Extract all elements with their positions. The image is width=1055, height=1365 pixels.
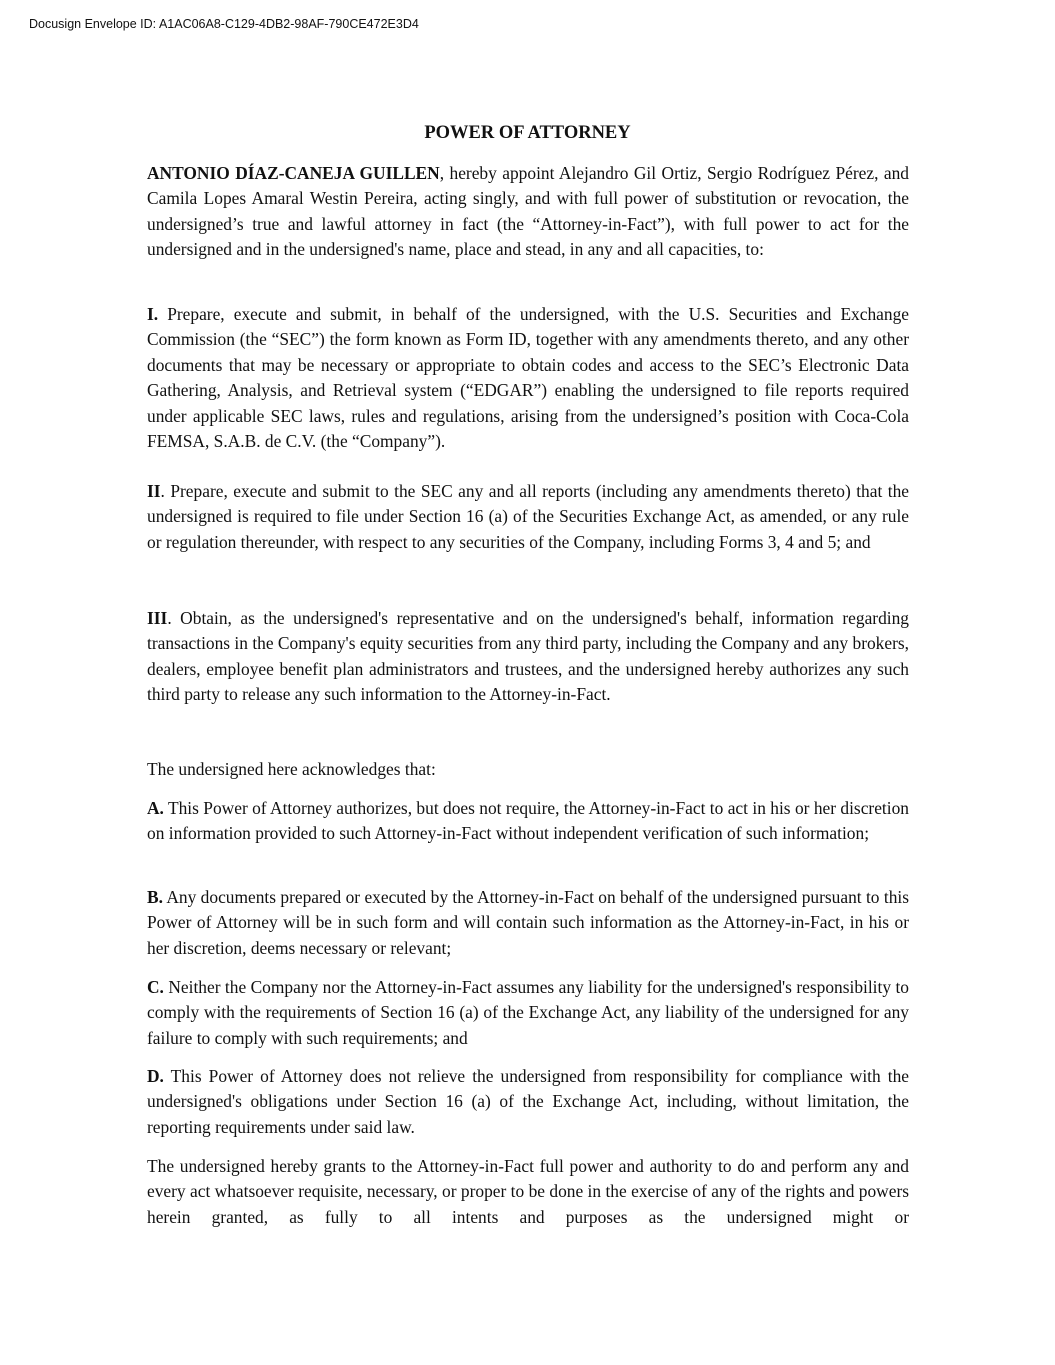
envelope-id: Docusign Envelope ID: A1AC06A8-C129-4DB2-98AF-790CE472E3D4 [29, 17, 419, 31]
grant-paragraph: The undersigned hereby grants to the Attorney-in-Fact full power and authority to do and perform any and every act whatsoever requisite, necessary, or proper to be done in the exercise of any of the rights and powers herein granted, as fully to all intents and purposes as the undersigned might or [147, 1156, 909, 1227]
ack-text: This Power of Attorney authorizes, but does not require, the Attorney-in-Fact to act in his or her discretion on information provided to such Attorney-in-Fact without independent verification of such information; [147, 798, 909, 844]
document-title: POWER OF ATTORNEY [424, 123, 631, 143]
grantor-name: ANTONIO DÍAZ-CANEJA GUILLEN [147, 163, 440, 183]
acknowledgement-d [147, 1064, 909, 1140]
power-text: Prepare, execute and submit, in behalf of the undersigned, with the U.S. Securities and Exchange Commission (the “SEC”) the form known as Form ID, together with any amendments thereto, and any other documents that may be necessary or appropriate to obtain codes and access to the SEC’s Electronic Data Gathering, Analysis, and Retrieval system (“EDGAR”) enabling the undersigned to file reports required under applicable SEC laws, rules and regulations, arising from the undersigned’s position with Coca-Cola FEMSA, S.A.B. de C.V. (the “Company”). [147, 304, 909, 452]
power-text: . Obtain, as the undersigned's representative and on the undersigned's behalf, information regarding transactions in the Company's equity securities from any third party, including the Company and any brokers, dealers, employee benefit plan administrators and trustees, and the undersigned hereby authorizes any such third party to release any such information to the Attorney-in-Fact. [147, 608, 909, 705]
power-iii [147, 606, 909, 708]
power-label: II [147, 481, 161, 501]
acknowledgement-c [147, 975, 909, 1051]
power-i [147, 302, 909, 454]
acknowledgement-a [147, 796, 909, 847]
acknowledgement-b [147, 885, 909, 961]
ack-text: This Power of Attorney does not relieve the undersigned from responsibility for compliance with the undersigned's obligations under Section 16 (a) of the Exchange Act, including, without limitation, the reporting requirements under said law. [147, 1066, 909, 1137]
intro-paragraph [147, 161, 909, 263]
ack-label: A. [147, 798, 164, 818]
power-label: III [147, 608, 168, 628]
intro-text: , hereby appoint Alejandro Gil Ortiz, Sergio Rodríguez Pérez, and Camila Lopes Amaral Westin Pereira, acting singly, and with full power of substitution or revocation, the undersigned’s true and lawful attorney in fact (the “Attorney-in-Fact”), with full power to act for the undersigned and in the undersigned's name, place and stead, in any and all capacities, to: [147, 163, 909, 260]
ack-label: D. [147, 1066, 164, 1086]
acknowledge-intro: The undersigned here acknowledges that: [147, 759, 436, 779]
power-ii [147, 479, 909, 555]
ack-label: C. [147, 977, 164, 997]
ack-text: Any documents prepared or executed by the Attorney-in-Fact on behalf of the undersigned pursuant to this Power of Attorney will be in such form and will contain such information as the Attorney-in-Fact, in his or her discretion, deems necessary or relevant; [147, 887, 909, 958]
power-label: I. [147, 304, 159, 324]
power-text: . Prepare, execute and submit to the SEC any and all reports (including any amendments thereto) that the undersigned is required to file under Section 16 (a) of the Securities Exchange Act, as amended, or any rule or regulation thereunder, with respect to any securities of the Company, including Forms 3, 4 and 5; and [147, 481, 909, 552]
ack-label: B. [147, 887, 163, 907]
ack-text: Neither the Company nor the Attorney-in-Fact assumes any liability for the undersigned's responsibility to comply with the requirements of Section 16 (a) of the Exchange Act, any liability of the undersigned for any failure to comply with such requirements; and [147, 977, 909, 1048]
